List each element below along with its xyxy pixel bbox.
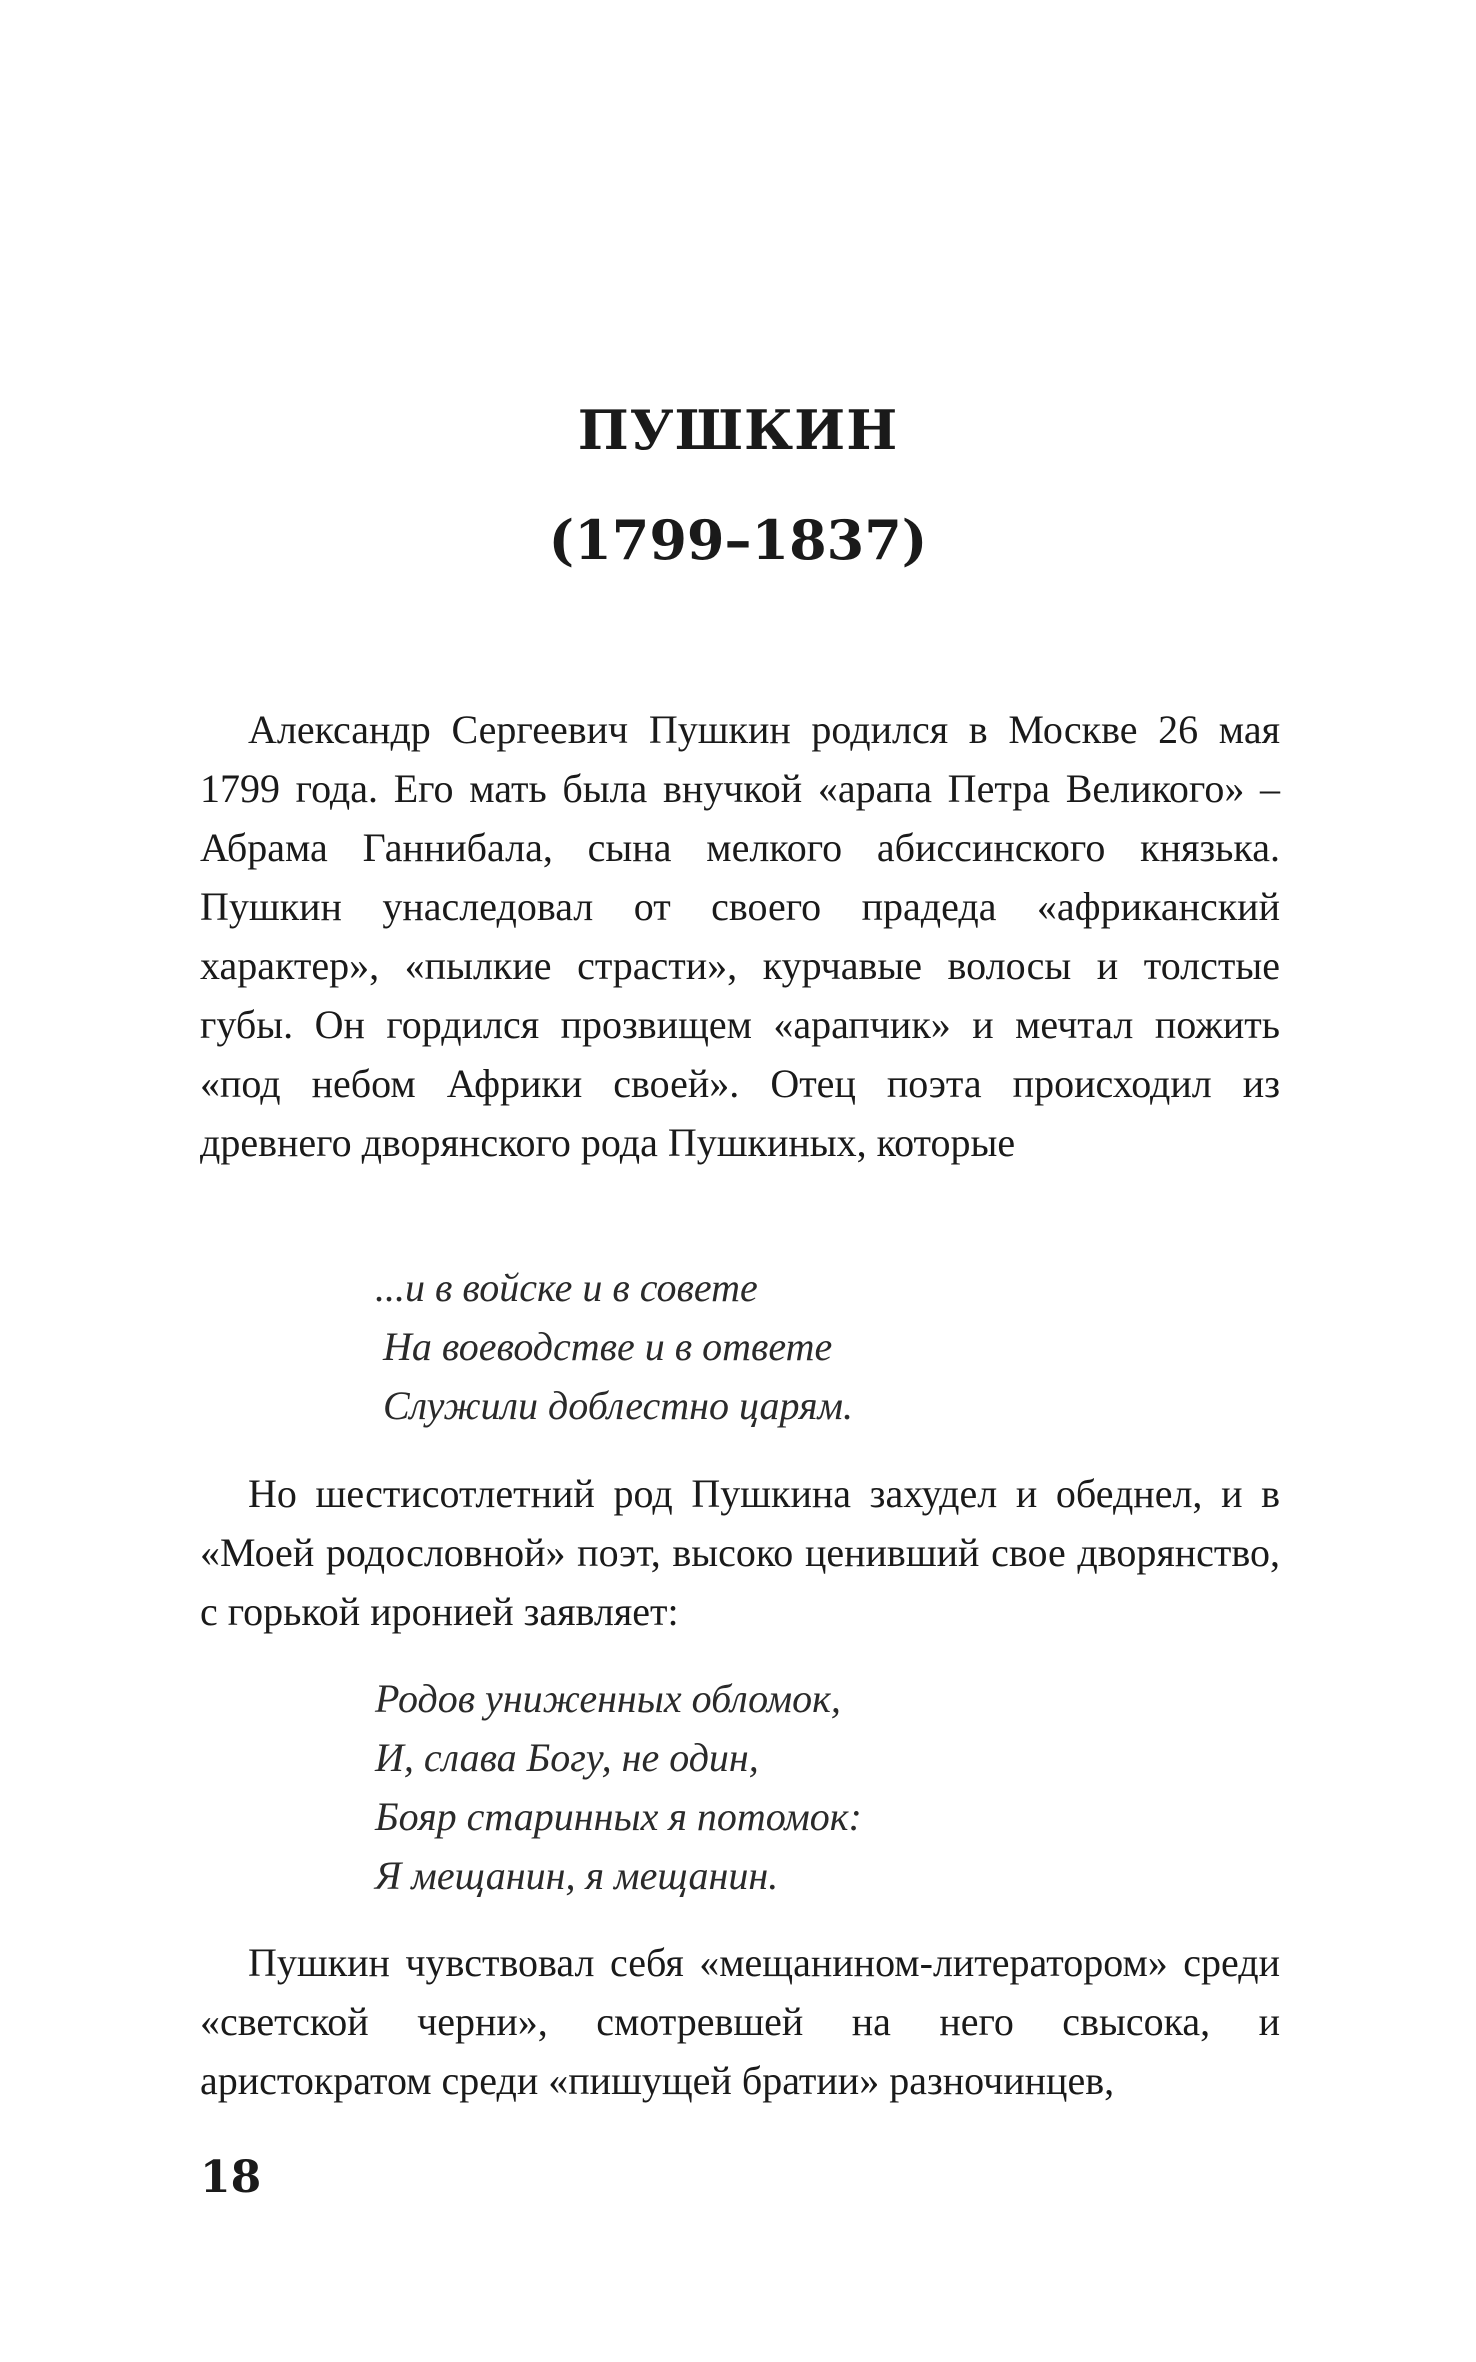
verse-line: На воеводстве и в ответе bbox=[383, 1324, 833, 1369]
verse-line: ...и в войске и в совете bbox=[375, 1265, 758, 1310]
chapter-title: ПУШКИН bbox=[577, 398, 899, 462]
verse-quote-2 bbox=[375, 1669, 1275, 1905]
paragraph-text: Александр Сергеевич Пушкин родился в Москве 26 мая 1799 года. Его мать была внучкой «арапа Петра Великого» – Абрама Ганнибала, сына мелкого абиссинского князька. Пушкин унаследовал от своего прадеда «африканский характер», «пылкие страсти», курчавые волосы и толстые губы. Он гордился прозвищем «арапчик» и мечтал пожить «под небом Африки своей». Отец поэта происходил из древнего дворянского рода Пушкиных, которые bbox=[200, 707, 1280, 1165]
paragraph-text: Но шестисотлетний род Пушкина захудел и обеднел, и в «Моей родословной» поэт, высоко ценивший свое дворянство, с горькой иронией заявляет: bbox=[200, 1471, 1280, 1634]
chapter-dates: (1799–1837) bbox=[548, 508, 928, 572]
paragraph-3 bbox=[200, 1933, 1280, 2110]
paragraph-text: Пушкин чувствовал себя «мещанином-литератором» среди «светской черни», смотревшей на него свысока, и аристократом среди «пишущей братии» разночинцев, bbox=[200, 1940, 1280, 2103]
verse-line: Служили доблестно царям. bbox=[383, 1383, 854, 1428]
paragraph-2 bbox=[200, 1464, 1280, 1641]
verse-line: Я мещанин, я мещанин. bbox=[375, 1853, 779, 1898]
verse-line: Родов униженных обломок, bbox=[375, 1676, 841, 1721]
paragraph-1 bbox=[200, 700, 1280, 1172]
page-number: 18 bbox=[200, 2152, 262, 2203]
verse-line: Бояр старинных я потомок: bbox=[375, 1794, 862, 1839]
verse-quote-1 bbox=[375, 1258, 1275, 1435]
verse-line: И, слава Богу, не один, bbox=[375, 1735, 759, 1780]
